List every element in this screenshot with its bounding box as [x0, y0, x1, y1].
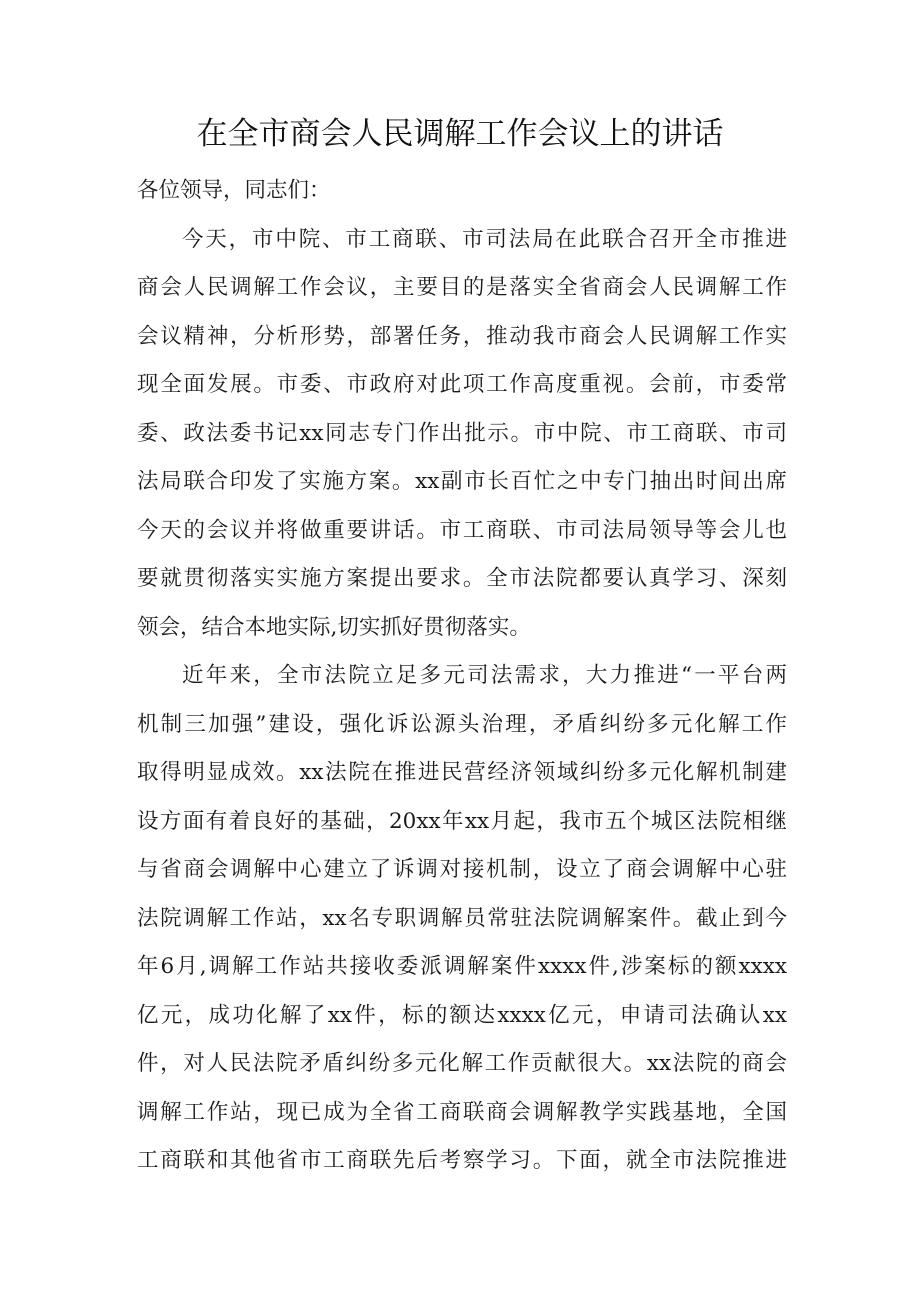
- paragraph-2-line: 法院调解工作站，xx名专职调解员常驻法院调解案件。截止到今: [137, 905, 787, 931]
- paragraph-1-line: 今天，市中院、市工商联、市司法局在此联合召开全市推进: [182, 226, 787, 252]
- paragraph-2-line: 调解工作站，现已成为全省工商联商会调解教学实践基地，全国: [137, 1099, 787, 1125]
- paragraph-1-line: 委、政法委书记xx同志专门作出批示。市中院、市工商联、市司: [137, 420, 787, 446]
- paragraph-2-line: 件，对人民法院矛盾纠纷多元化解工作贡献很大。xx法院的商会: [137, 1051, 787, 1076]
- paragraph-1-line: 今天的会议并将做重要讲话。市工商联、市司法局领导等会儿也: [137, 517, 787, 543]
- document-title: 在全市商会人民调解工作会议上的讲话: [196, 116, 724, 152]
- paragraph-2-line: 设方面有着良好的基础，20xx年xx月起，我市五个城区法院相继: [137, 808, 787, 834]
- paragraph-2-line: 近年来，全市法院立足多元司法需求，大力推进“一平台两: [182, 663, 787, 688]
- paragraph-2-line: 工商联和其他省市工商联先后考察学习。下面，就全市法院推进: [137, 1148, 787, 1173]
- paragraph-1-line: 现全面发展。市委、市政府对此项工作高度重视。会前，市委常: [137, 372, 787, 397]
- paragraph-2-line: 与省商会调解中心建立了诉调对接机制，设立了商会调解中心驻: [137, 857, 787, 882]
- paragraph-1-line: 领会，结合本地实际,切实抓好贯彻落实。: [137, 614, 531, 640]
- paragraph-1-line: 法局联合印发了实施方案。xx副市长百忙之中专门抽出时间出席: [137, 469, 787, 494]
- paragraph-2-line: 亿元，成功化解了xx件，标的额达xxxx亿元，申请司法确认xx: [137, 1002, 787, 1028]
- salutation: 各位领导，同志们：: [137, 178, 331, 203]
- paragraph-2-line: 机制三加强”建设，强化诉讼源头治理，矛盾纠纷多元化解工作: [137, 711, 787, 737]
- paragraph-1-line: 会议精神，分析形势，部署任务，推动我市商会人民调解工作实: [137, 323, 787, 349]
- paragraph-1-line: 要就贯彻落实实施方案提出要求。全市法院都要认真学习、深刻: [137, 566, 787, 591]
- paragraph-2-line: 取得明显成效。xx法院在推进民营经济领域纠纷多元化解机制建: [137, 760, 787, 785]
- document-body: [137, 167, 787, 1186]
- paragraph-1-line: 商会人民调解工作会议，主要目的是落实全省商会人民调解工作: [137, 275, 787, 300]
- paragraph-2-line: 年6月,调解工作站共接收委派调解案件xxxx件,涉案标的额xxxx: [137, 954, 787, 979]
